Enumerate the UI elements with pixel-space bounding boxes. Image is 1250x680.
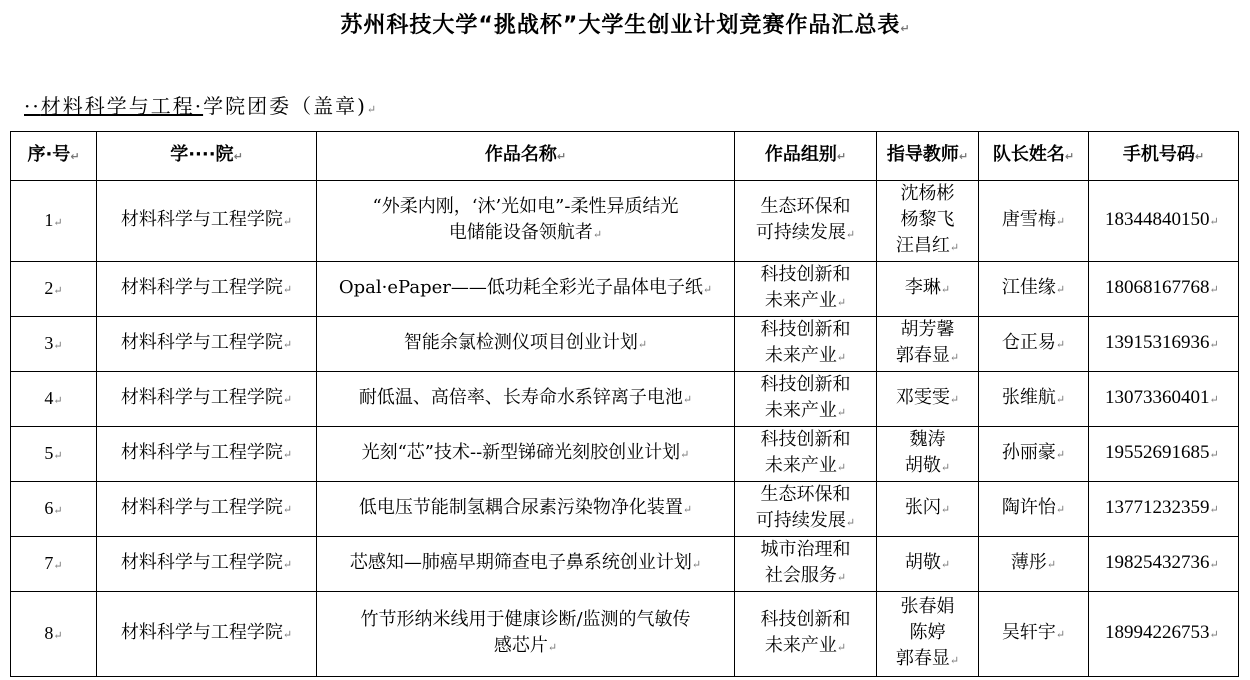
cell-work-name xyxy=(317,482,735,537)
cell-work-name xyxy=(317,537,735,592)
cell-leader xyxy=(979,372,1089,427)
cell-leader-line: 仓正易↵ xyxy=(1001,332,1066,353)
cell-no xyxy=(11,427,97,482)
cell-advisors xyxy=(877,482,979,537)
cell-phone-line: 18994226753↵ xyxy=(1105,622,1219,643)
cell-advisors-line: 张春娟 xyxy=(900,596,955,617)
cell-no-line: 6↵ xyxy=(44,497,63,518)
cell-college xyxy=(97,592,317,677)
cell-group-line: 生态环保和 xyxy=(760,196,851,217)
cell-group-line: 科技创新和 xyxy=(760,374,851,395)
cell-advisors-line: 胡敬↵ xyxy=(904,455,951,476)
header-leader: 队长姓名↵ xyxy=(979,132,1089,181)
cell-advisors-line: 汪昌红↵ xyxy=(895,235,960,256)
cell-leader-line: 陶许怡↵ xyxy=(1001,497,1066,518)
header-advisor: 指导教师↵ xyxy=(877,132,979,181)
cell-advisors xyxy=(877,317,979,372)
cell-college-line: 材料科学与工程学院↵ xyxy=(120,277,293,298)
cell-group xyxy=(735,262,877,317)
cell-advisors-line: 陈婷 xyxy=(909,622,946,643)
cell-group-line: 科技创新和 xyxy=(760,609,851,630)
cell-advisors xyxy=(877,181,979,262)
cell-work-name-line: “外柔内刚，‘沐’光如电”-柔性异质结光 xyxy=(372,196,679,217)
cell-leader xyxy=(979,482,1089,537)
table-row xyxy=(11,372,1239,427)
cell-work-name-line: 感芯片↵ xyxy=(493,635,558,656)
header-phone: 手机号码↵ xyxy=(1089,132,1239,181)
cell-advisors-line: 张闪↵ xyxy=(904,497,951,518)
cell-no-line: 1↵ xyxy=(44,209,63,230)
org-underlined-name: ··材料科学与工程· xyxy=(24,94,204,118)
cell-college-line: 材料科学与工程学院↵ xyxy=(120,622,293,643)
cell-no xyxy=(11,317,97,372)
cell-group xyxy=(735,372,877,427)
cell-no-line: 4↵ xyxy=(44,387,63,408)
cell-work-name xyxy=(317,592,735,677)
cell-group-line: 未来产业↵ xyxy=(764,400,847,421)
cell-group xyxy=(735,427,877,482)
cell-advisors xyxy=(877,537,979,592)
cell-phone-line: 19825432736↵ xyxy=(1105,552,1219,573)
cell-leader-line: 薄彤↵ xyxy=(1010,552,1057,573)
cell-group xyxy=(735,181,877,262)
header-college: 学····院↵ xyxy=(97,132,317,181)
cell-college xyxy=(97,537,317,592)
cell-advisors-line: 郭春显↵ xyxy=(895,648,960,669)
cell-no xyxy=(11,181,97,262)
cell-phone xyxy=(1089,317,1239,372)
cell-work-name xyxy=(317,262,735,317)
cell-no xyxy=(11,592,97,677)
cell-college xyxy=(97,262,317,317)
cell-phone xyxy=(1089,372,1239,427)
cell-leader xyxy=(979,317,1089,372)
cell-college xyxy=(97,372,317,427)
cell-group xyxy=(735,482,877,537)
cell-work-name-line: 电储能设备领航者↵ xyxy=(448,222,603,243)
cell-advisors xyxy=(877,427,979,482)
cell-phone xyxy=(1089,427,1239,482)
cell-advisors-line: 胡敬↵ xyxy=(904,552,951,573)
cell-work-name-line: 光刻“芯”技术--新型锑碲光刻胶创业计划↵ xyxy=(361,442,690,463)
cell-work-name-line: Opal·ePaper——低功耗全彩光子晶体电子纸↵ xyxy=(338,277,713,298)
cell-group-line: 可持续发展↵ xyxy=(755,510,856,531)
cell-college-line: 材料科学与工程学院↵ xyxy=(120,209,293,230)
table-row xyxy=(11,592,1239,677)
table-row xyxy=(11,317,1239,372)
cell-phone-line: 18344840150↵ xyxy=(1105,209,1219,230)
cell-group-line: 科技创新和 xyxy=(760,429,851,450)
cell-college xyxy=(97,482,317,537)
cell-group xyxy=(735,317,877,372)
cell-leader-line: 唐雪梅↵ xyxy=(1001,209,1066,230)
cell-group-line: 科技创新和 xyxy=(760,264,851,285)
cell-advisors-line: 魏涛 xyxy=(909,429,946,450)
cell-college-line: 材料科学与工程学院↵ xyxy=(120,442,293,463)
table-row xyxy=(11,537,1239,592)
cell-work-name-line: 芯感知—肺癌早期筛查电子鼻系统创业计划↵ xyxy=(349,552,702,573)
cell-advisors-line: 沈杨彬 xyxy=(900,183,955,204)
table-header-row xyxy=(11,132,1239,181)
cell-phone xyxy=(1089,482,1239,537)
cell-advisors-line: 胡芳馨 xyxy=(900,319,955,340)
cell-leader xyxy=(979,262,1089,317)
cell-advisors xyxy=(877,372,979,427)
organization-line: ··材料科学与工程·学院团委（盖章)↵ xyxy=(24,94,377,118)
cell-no-line: 8↵ xyxy=(44,622,63,643)
cell-advisors-line: 杨黎飞 xyxy=(900,209,955,230)
cell-no-line: 2↵ xyxy=(44,277,63,298)
cell-group xyxy=(735,592,877,677)
cell-work-name xyxy=(317,181,735,262)
header-work-name: 作品名称↵ xyxy=(317,132,735,181)
cell-advisors-line: 郭春显↵ xyxy=(895,345,960,366)
cell-work-name xyxy=(317,372,735,427)
cell-college-line: 材料科学与工程学院↵ xyxy=(120,552,293,573)
cell-phone-line: 18068167768↵ xyxy=(1105,277,1219,298)
cell-phone xyxy=(1089,537,1239,592)
cell-leader xyxy=(979,537,1089,592)
cell-advisors xyxy=(877,592,979,677)
cell-college xyxy=(97,317,317,372)
cell-leader-line: 孙丽豪↵ xyxy=(1001,442,1066,463)
cell-work-name-line: 耐低温、高倍率、长寿命水系锌离子电池↵ xyxy=(358,387,693,408)
cell-phone xyxy=(1089,262,1239,317)
cell-leader xyxy=(979,427,1089,482)
table-row xyxy=(11,482,1239,537)
cell-group-line: 未来产业↵ xyxy=(764,345,847,366)
cell-group-line: 科技创新和 xyxy=(760,319,851,340)
cell-no-line: 3↵ xyxy=(44,332,63,353)
cell-work-name xyxy=(317,317,735,372)
cell-no xyxy=(11,537,97,592)
cell-group-line: 未来产业↵ xyxy=(764,455,847,476)
cell-leader-line: 江佳缘↵ xyxy=(1001,277,1066,298)
cell-college-line: 材料科学与工程学院↵ xyxy=(120,332,293,353)
cell-group-line: 未来产业↵ xyxy=(764,635,847,656)
cell-phone-line: 13073360401↵ xyxy=(1105,387,1219,408)
cell-group-line: 未来产业↵ xyxy=(764,290,847,311)
cell-college xyxy=(97,427,317,482)
cell-advisors-line: 邓雯雯↵ xyxy=(895,387,960,408)
table-row xyxy=(11,181,1239,262)
cell-work-name-line: 低电压节能制氢耦合尿素污染物净化装置↵ xyxy=(358,497,693,518)
cell-group-line: 生态环保和 xyxy=(760,484,851,505)
cell-no-line: 5↵ xyxy=(44,442,63,463)
document-title: 苏州科技大学“挑战杯”大学生创业计划竞赛作品汇总表↵ xyxy=(340,13,910,38)
cell-leader-line: 张维航↵ xyxy=(1001,387,1066,408)
cell-work-name-line: 竹节形纳米线用于健康诊断/监测的气敏传 xyxy=(360,609,691,630)
cell-phone xyxy=(1089,592,1239,677)
header-group: 作品组别↵ xyxy=(735,132,877,181)
cell-no xyxy=(11,482,97,537)
cell-college xyxy=(97,181,317,262)
cell-advisors-line: 李琳↵ xyxy=(904,277,951,298)
cell-no xyxy=(11,372,97,427)
cell-phone-line: 19552691685↵ xyxy=(1105,442,1219,463)
cell-advisors xyxy=(877,262,979,317)
cell-no-line: 7↵ xyxy=(44,552,63,573)
cell-no xyxy=(11,262,97,317)
table-body xyxy=(11,181,1239,677)
cell-leader xyxy=(979,592,1089,677)
cell-phone-line: 13915316936↵ xyxy=(1105,332,1219,353)
cell-phone xyxy=(1089,181,1239,262)
cell-college-line: 材料科学与工程学院↵ xyxy=(120,497,293,518)
table-row xyxy=(11,262,1239,317)
org-suffix: 学院团委（盖章) xyxy=(203,94,367,118)
cell-group xyxy=(735,537,877,592)
cell-group-line: 城市治理和 xyxy=(760,539,851,560)
cell-leader xyxy=(979,181,1089,262)
cell-work-name-line: 智能余氯检测仪项目创业计划↵ xyxy=(403,332,648,353)
entries-table xyxy=(10,131,1239,677)
table-row xyxy=(11,427,1239,482)
cell-work-name xyxy=(317,427,735,482)
cell-group-line: 可持续发展↵ xyxy=(755,222,856,243)
cell-group-line: 社会服务↵ xyxy=(764,565,847,586)
cell-phone-line: 13771232359↵ xyxy=(1105,497,1219,518)
cell-leader-line: 吴轩宇↵ xyxy=(1001,622,1066,643)
cell-college-line: 材料科学与工程学院↵ xyxy=(120,387,293,408)
header-no: 序·号↵ xyxy=(11,132,97,181)
